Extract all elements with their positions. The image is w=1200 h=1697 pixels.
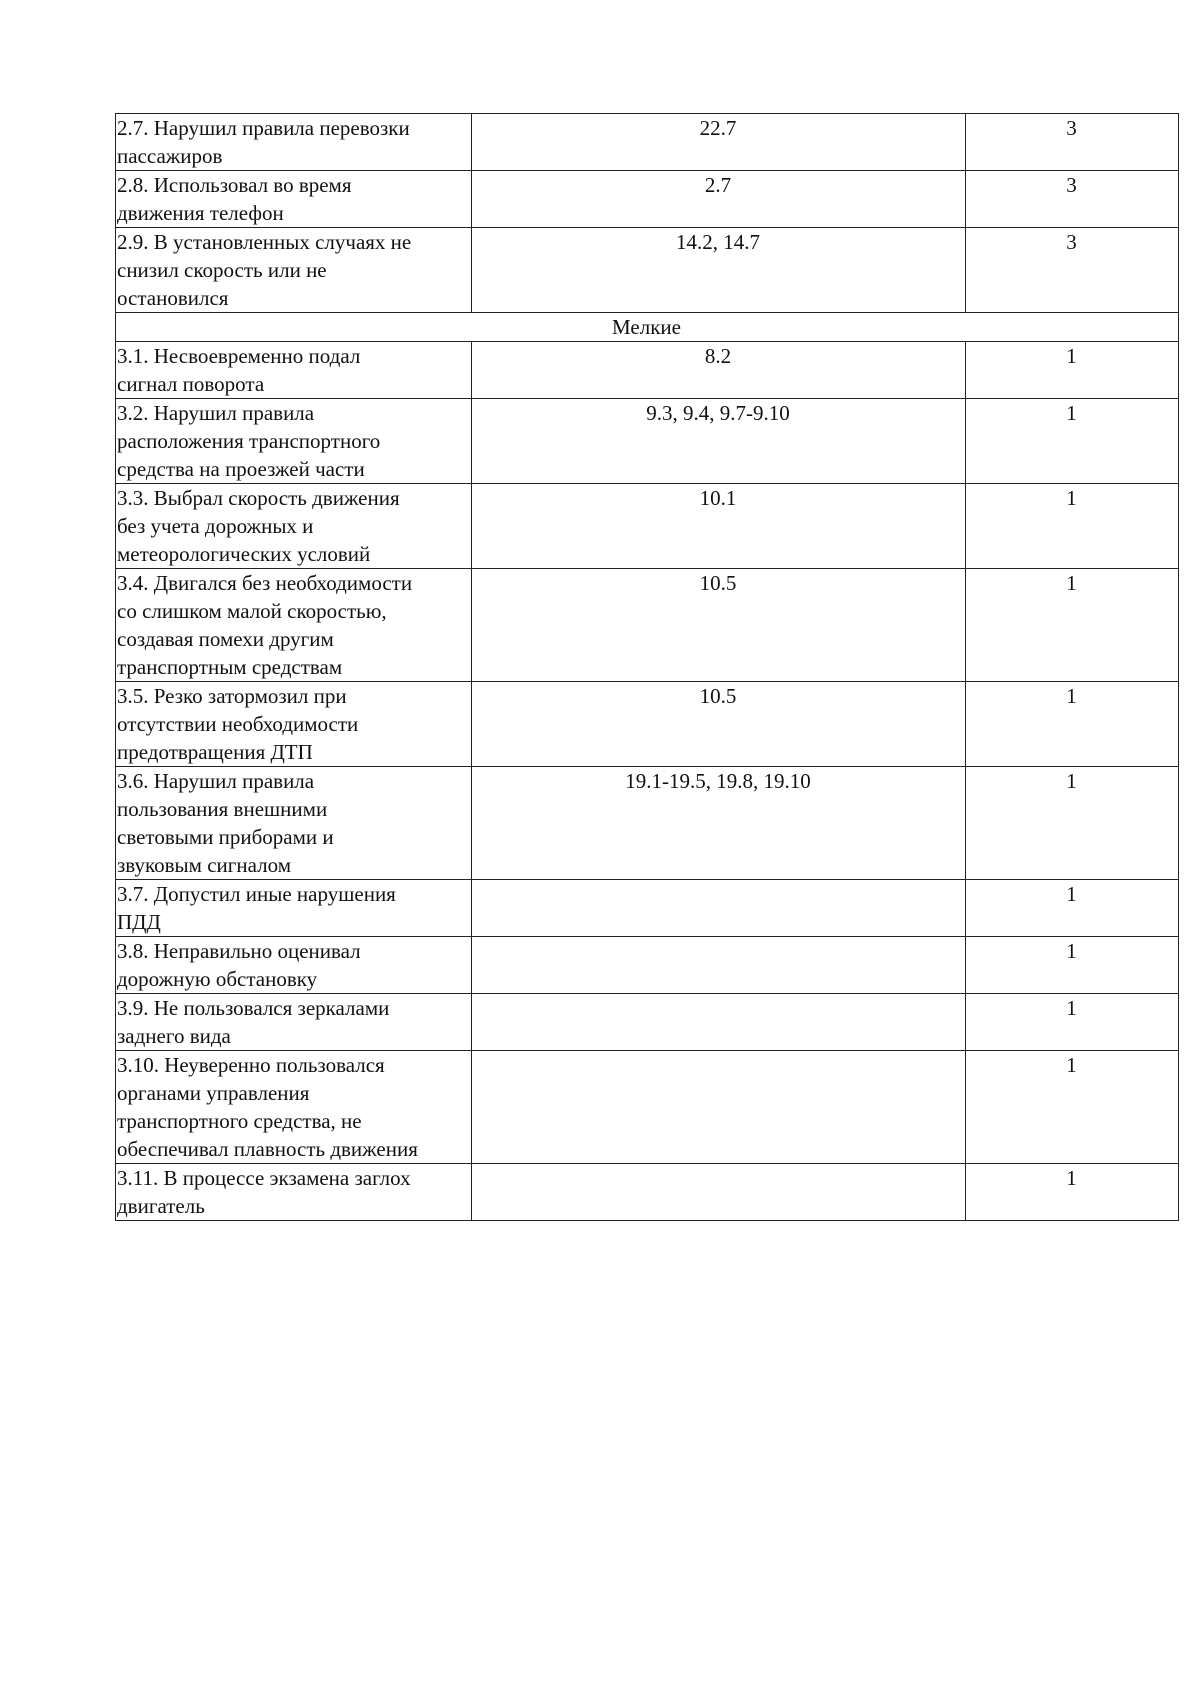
table-row — [116, 682, 1179, 767]
violation-description: 3.7. Допустил иные нарушения ПДД — [116, 880, 472, 937]
rule-reference: 22.7 — [472, 114, 966, 171]
table-row — [116, 399, 1179, 484]
table-row — [116, 1164, 1179, 1221]
violation-description: 3.10. Неуверенно пользовался органами управления транспортного средства, не обеспечивал плавность движения — [116, 1051, 472, 1164]
violations-table — [115, 113, 1179, 1221]
penalty-points: 1 — [966, 682, 1179, 767]
penalty-points: 1 — [966, 399, 1179, 484]
rule-reference: 9.3, 9.4, 9.7-9.10 — [472, 399, 966, 484]
violation-description: 3.5. Резко затормозил при отсутствии необходимости предотвращения ДТП — [116, 682, 472, 767]
violation-description: 3.2. Нарушил правила расположения транспортного средства на проезжей части — [116, 399, 472, 484]
penalty-points: 1 — [966, 767, 1179, 880]
section-row — [116, 313, 1179, 342]
violation-description: 3.1. Несвоевременно подал сигнал поворота — [116, 342, 472, 399]
table-row — [116, 569, 1179, 682]
penalty-points: 1 — [966, 1164, 1179, 1221]
violation-description: 3.9. Не пользовался зеркалами заднего вида — [116, 994, 472, 1051]
penalty-points: 1 — [966, 342, 1179, 399]
rule-reference — [472, 1164, 966, 1221]
violation-description: 3.11. В процессе экзамена заглох двигатель — [116, 1164, 472, 1221]
violation-description: 3.4. Двигался без необходимости со слишком малой скоростью, создавая помехи другим транспортным средствам — [116, 569, 472, 682]
penalty-points: 1 — [966, 937, 1179, 994]
section-title: Мелкие — [116, 313, 1179, 342]
violation-description: 3.6. Нарушил правила пользования внешними световыми приборами и звуковым сигналом — [116, 767, 472, 880]
rule-reference — [472, 994, 966, 1051]
table-row — [116, 767, 1179, 880]
penalty-points: 1 — [966, 484, 1179, 569]
table-row — [116, 171, 1179, 228]
table-row — [116, 484, 1179, 569]
rule-reference: 2.7 — [472, 171, 966, 228]
violation-description: 2.8. Использовал во время движения телефон — [116, 171, 472, 228]
rule-reference: 10.5 — [472, 682, 966, 767]
violation-description: 3.3. Выбрал скорость движения без учета дорожных и метеорологических условий — [116, 484, 472, 569]
penalty-points: 1 — [966, 994, 1179, 1051]
rule-reference — [472, 1051, 966, 1164]
penalty-points: 1 — [966, 880, 1179, 937]
rule-reference: 14.2, 14.7 — [472, 228, 966, 313]
rule-reference: 19.1-19.5, 19.8, 19.10 — [472, 767, 966, 880]
penalty-points: 1 — [966, 569, 1179, 682]
violation-description: 3.8. Неправильно оценивал дорожную обстановку — [116, 937, 472, 994]
table-row — [116, 937, 1179, 994]
rule-reference — [472, 937, 966, 994]
table-row — [116, 994, 1179, 1051]
table-row — [116, 114, 1179, 171]
rule-reference — [472, 880, 966, 937]
table-row — [116, 1051, 1179, 1164]
rule-reference: 10.1 — [472, 484, 966, 569]
violation-description: 2.7. Нарушил правила перевозки пассажиров — [116, 114, 472, 171]
table-row — [116, 228, 1179, 313]
penalty-points: 3 — [966, 171, 1179, 228]
rule-reference: 8.2 — [472, 342, 966, 399]
violation-description: 2.9. В установленных случаях не снизил скорость или не остановился — [116, 228, 472, 313]
table-row — [116, 880, 1179, 937]
rule-reference: 10.5 — [472, 569, 966, 682]
penalty-points: 3 — [966, 228, 1179, 313]
penalty-points: 3 — [966, 114, 1179, 171]
penalty-points: 1 — [966, 1051, 1179, 1164]
table-row — [116, 342, 1179, 399]
